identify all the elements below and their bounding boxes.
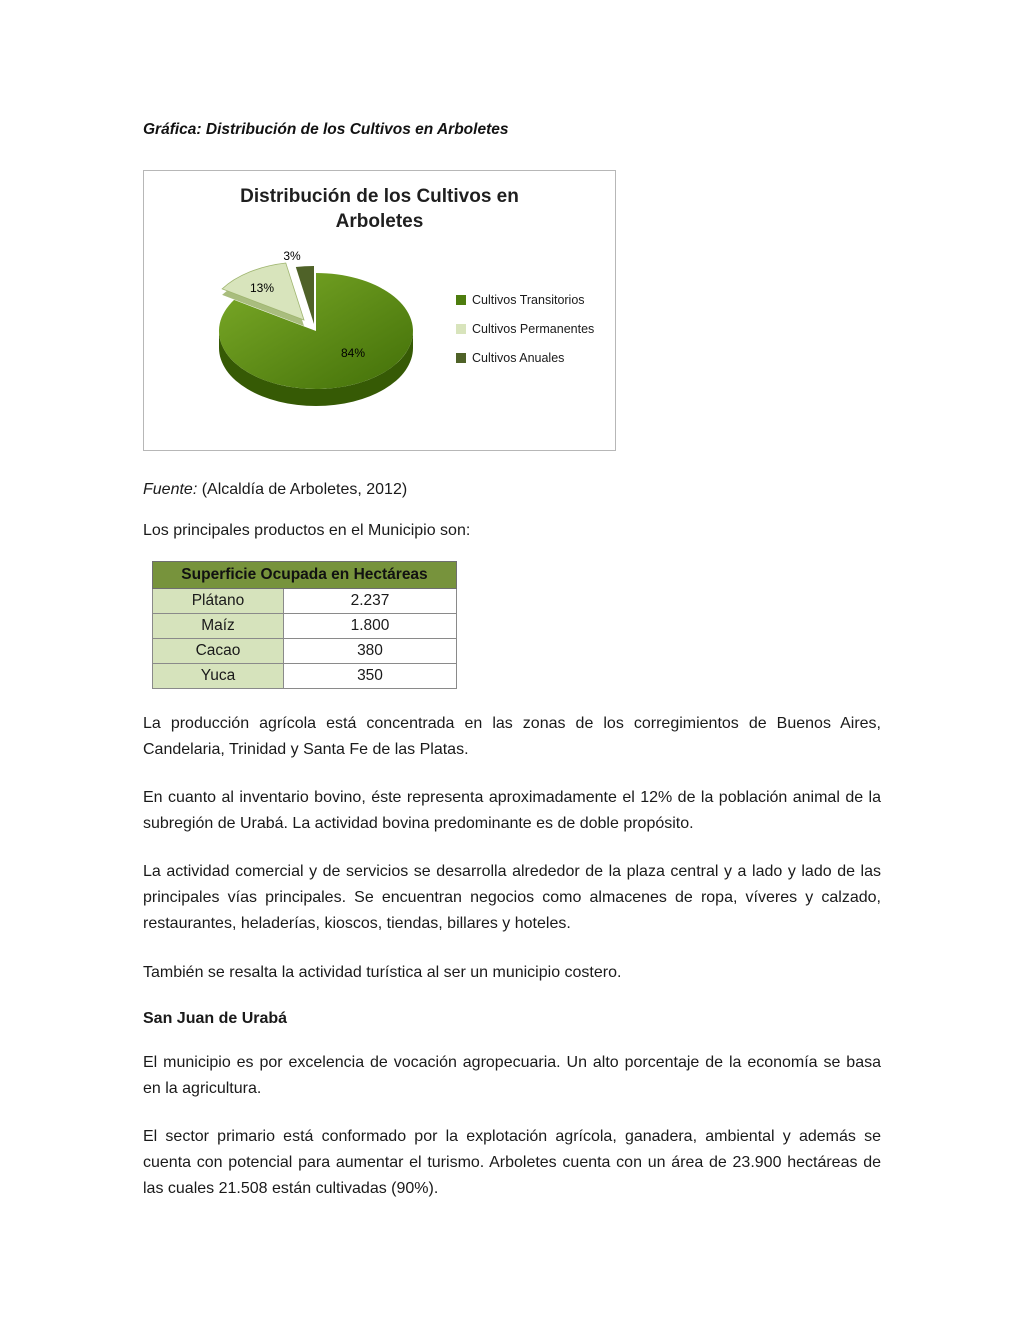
legend-swatch-transitorios <box>456 295 466 305</box>
crop-area-cell: 350 <box>284 664 457 689</box>
source-label: Fuente: <box>143 481 198 498</box>
legend-label-transitorios: Cultivos Transitorios <box>472 292 585 307</box>
crop-name-cell: Plátano <box>153 589 284 614</box>
table-row <box>153 639 457 664</box>
legend-label-permanentes: Cultivos Permanentes <box>472 321 595 336</box>
paragraph-municipio: El municipio es por excelencia de vocación agropecuaria. Un alto porcentaje de la economía se basa en la agricultura. <box>143 1053 881 1097</box>
paragraph-sector: El sector primario está conformado por la explotación agrícola, ganadera, ambiental y además se cuenta con potencial para aumentar el turismo. Arboletes cuenta con un área de 23.900 hectáreas de las cuales 21.508 están cultivadas (90%). <box>143 1127 881 1197</box>
crop-name-cell: Maíz <box>153 614 284 639</box>
chart-legend <box>456 293 594 365</box>
crop-name-cell: Yuca <box>153 664 284 689</box>
paragraph-bovino: En cuanto al inventario bovino, éste representa aproximadamente el 12% de la población animal de la subregión de Urabá. La actividad bovina predominante es de doble propósito. <box>143 789 881 833</box>
pie-label-3: 3% <box>283 249 301 264</box>
legend-label-anuales: Cultivos Anuales <box>472 350 565 365</box>
pie-label-13: 13% <box>249 281 275 296</box>
paragraph-comercial: La actividad comercial y de servicios se desarrolla alrededor de la plaza central y a lado y lado de las principales vías principales. Se encuentran negocios como almacenes de ropa, víveres y calzado, restaurantes, heladerías, kioscos, tiendas, billares y hoteles. <box>143 863 881 933</box>
crops-table <box>152 561 457 689</box>
chart-title-line2: Arboletes <box>335 211 424 233</box>
paragraph-turismo: También se resalta la actividad turística al ser un municipio costero. <box>143 963 622 981</box>
table-row <box>153 614 457 639</box>
intro-line: Los principales productos en el Municipio son: <box>143 522 471 539</box>
crop-name-cell: Cacao <box>153 639 284 664</box>
paragraph-production: La producción agrícola está concentrada en las zonas de los corregimientos de Buenos Aires, Candelaria, Trinidad y Santa Fe de las Platas. <box>143 715 881 759</box>
crop-area-cell: 2.237 <box>284 589 457 614</box>
chart-body <box>144 236 615 421</box>
pie-chart <box>156 236 456 421</box>
figure-caption-heading: Gráfica: Distribución de los Cultivos en Arboletes <box>143 121 509 138</box>
source-line <box>143 481 881 499</box>
table-header-row <box>153 562 457 589</box>
pie-label-84: 84% <box>340 346 366 361</box>
section-heading-san-juan: San Juan de Urabá <box>143 1009 288 1027</box>
legend-item-permanentes <box>456 322 594 336</box>
crop-area-cell: 380 <box>284 639 457 664</box>
legend-item-transitorios <box>456 293 594 307</box>
chart-frame <box>143 170 616 451</box>
legend-item-anuales <box>456 351 594 365</box>
legend-swatch-permanentes <box>456 324 466 334</box>
source-text: (Alcaldía de Arboletes, 2012) <box>197 481 408 498</box>
chart-title <box>144 184 615 234</box>
chart-title-line1: Distribución de los Cultivos en <box>240 186 519 207</box>
table-header-cell: Superficie Ocupada en Hectáreas <box>153 562 457 589</box>
table-row <box>153 589 457 614</box>
table-row <box>153 664 457 689</box>
legend-swatch-anuales <box>456 353 466 363</box>
crop-area-cell: 1.800 <box>284 614 457 639</box>
